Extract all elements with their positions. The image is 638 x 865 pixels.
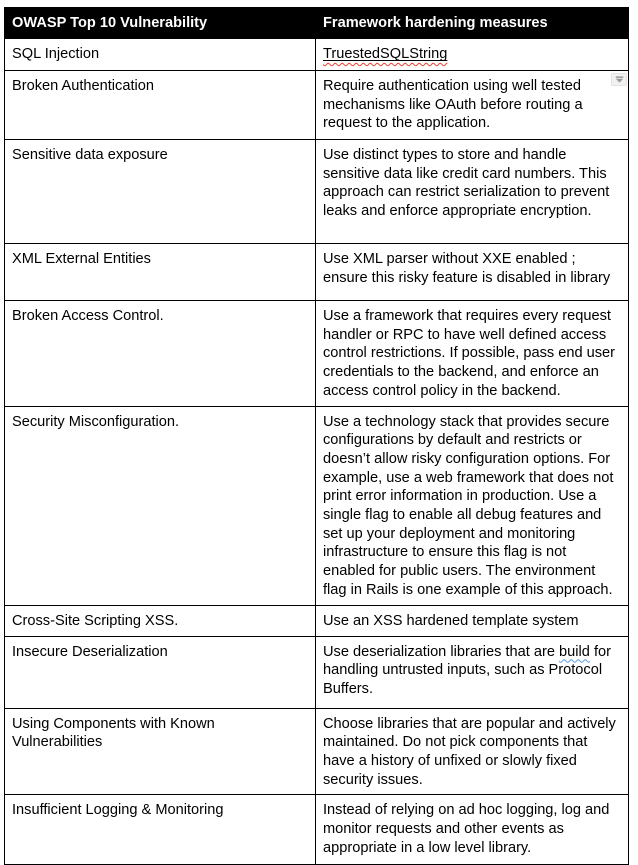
measure-text-part: Use deserialization libraries that are [323, 643, 560, 660]
vulnerability-cell[interactable]: SQL Injection [5, 39, 316, 71]
column-header-measures[interactable]: Framework hardening measures [316, 8, 629, 39]
vulnerability-cell[interactable]: XML External Entities [5, 244, 316, 301]
table-row-insufficient-logging [5, 795, 629, 865]
grammar-flagged-word: build [559, 643, 590, 660]
owasp-table [4, 7, 629, 865]
vulnerability-cell[interactable]: Insecure Deserialization [5, 636, 316, 708]
column-header-vulnerability[interactable]: OWASP Top 10 Vulnerability [5, 8, 316, 39]
table-row-insecure-deserialization [5, 636, 629, 708]
vulnerability-cell[interactable]: Using Components with Known Vulnerabilities [5, 708, 316, 795]
measure-cell[interactable] [316, 39, 629, 71]
underlined-term: TruestedSQLString [323, 46, 448, 62]
table-dropdown-button[interactable] [611, 73, 627, 86]
table-row-sql-injection [5, 39, 629, 71]
measure-cell[interactable]: Use a technology stack that provides secure configurations by default and restricts or doesn’t allow risky configuration options. For example, use a web framework that does not print error information in production. Use a single flag to enable all debug features and set up your deployment and monitoring infrastructure to ensure this flag is not enabled for public users. The environment flag in Rails is one example of this approach. [316, 406, 629, 605]
measure-cell[interactable]: Use distinct types to store and handle sensitive data like credit card numbers. This approach can restrict serialization to prevent leaks and enforce appropriate encryption. [316, 140, 629, 244]
measure-text-part: for handling untrusted inputs, such as Protocol Buffers. [323, 643, 611, 697]
table-row-cross-site-scripting [5, 605, 629, 636]
table-row-xml-external-entities [5, 244, 629, 301]
table-row-broken-access-control [5, 301, 629, 407]
measure-cell[interactable]: Require authentication using well tested mechanisms like OAuth before routing a request to the application. [316, 71, 629, 140]
measure-cell[interactable]: Instead of relying on ad hoc logging, log and monitor requests and other events as appropriate in a low level library. [316, 795, 629, 865]
vulnerability-cell[interactable]: Sensitive data exposure [5, 140, 316, 244]
measure-cell[interactable]: Use a framework that requires every request handler or RPC to have well defined access control restrictions. If possible, pass end user credentials to the backend, and enforce an access control policy in the backend. [316, 301, 629, 407]
vulnerability-cell[interactable]: Broken Access Control. [5, 301, 316, 407]
misspelled-word-wrapper [323, 46, 447, 62]
vulnerability-cell[interactable]: Cross-Site Scripting XSS. [5, 605, 316, 636]
measure-cell[interactable]: Use an XSS hardened template system [316, 605, 629, 636]
measure-cell[interactable] [316, 636, 629, 708]
table-row-broken-authentication [5, 71, 629, 140]
table-row-known-vulnerable-components [5, 708, 629, 795]
vulnerability-cell[interactable]: Broken Authentication [5, 71, 316, 140]
measure-cell[interactable]: Use XML parser without XXE enabled ; ensure this risky feature is disabled in library [316, 244, 629, 301]
measure-cell[interactable]: Choose libraries that are popular and actively maintained. Do not pick components that have a history of unfixed or slowly fixed security issues. [316, 708, 629, 795]
chevron-down-icon [615, 76, 624, 83]
table-row-security-misconfiguration [5, 406, 629, 605]
vulnerability-cell[interactable]: Security Misconfiguration. [5, 406, 316, 605]
vulnerability-cell[interactable]: Insufficient Logging & Monitoring [5, 795, 316, 865]
table-row-sensitive-data-exposure [5, 140, 629, 244]
table-header-row [5, 8, 629, 39]
